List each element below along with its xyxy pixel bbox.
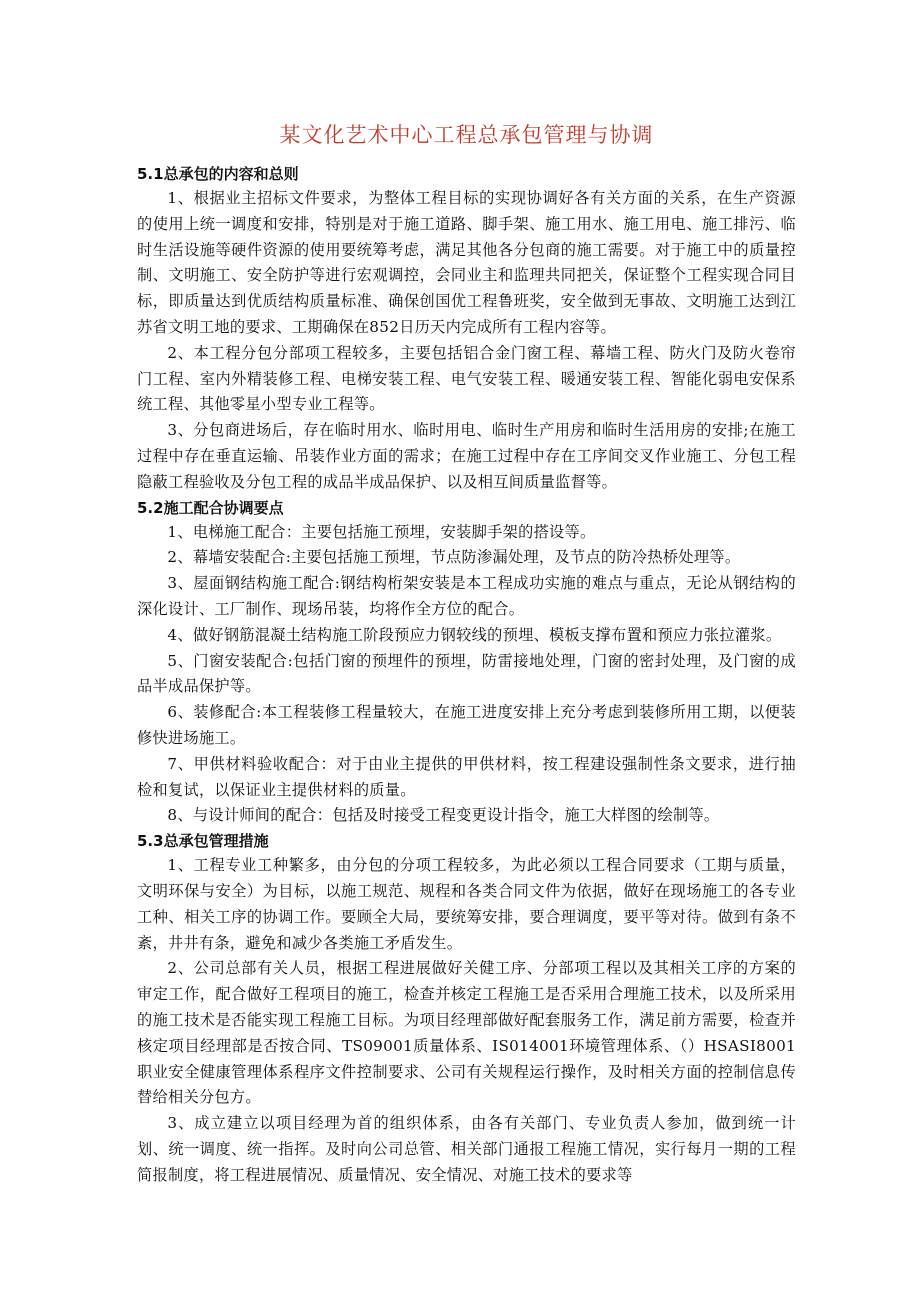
paragraph: 1、电梯施工配合：主要包括施工预埋，安装脚手架的搭设等。 [167, 522, 596, 541]
paragraph: 6、装修配合:本工程装修工程量较大，在施工进度安排上充分考虑到装修所用工期，以便装修快进场施工。 [137, 703, 796, 747]
section-heading: 5.1总承包的内容和总则 [137, 165, 299, 183]
paragraph: 7、甲供材料验收配合：对于由业主提供的甲供材料，按工程建设强制性条文要求，进行抽检和复试，以保证业主提供材料的质量。 [137, 754, 796, 799]
section-5-1 [137, 162, 796, 496]
paragraph: 1、工程专业工种繁多，由分包的分项工程较多，为此必须以工程合同要求（工期与质量，文明环保与安全）为目标，以施工规范、规程和各类合同文件为依据，做好在现场施工的各专业工种、相关工序的协调工作。要顾全大局，要统筹安排，要合理调度，要平等对待。做到有条不紊，井井有条，避免和减少各类施工矛盾发生。 [137, 856, 796, 952]
section-heading: 5.2施工配合协调要点 [137, 498, 284, 517]
section-heading: 5.3总承包管理措施 [137, 832, 269, 851]
paragraph: 1、根据业主招标文件要求，为整体工程目标的实现协调好各有关方面的关系，在生产资源的使用上统一调度和安排，特别是对于施工道路、脚手架、施工用水、施工用电、施工排污、临时生活设施等硬件资源的使用要统筹考虑，满足其他各分包商的施工需要。对于施工中的质量控制、文明施工、安全防护等进行宏观调控，会同业主和监理共同把关，保证整个工程实现合同目标，即质量达到优质结构质量标准、确保创国优工程鲁班奖，安全做到无事故、文明施工达到江苏省文明工地的要求、工期确保在852日历天内完成所有工程内容等。 [137, 189, 796, 336]
paragraph: 3、分包商进场后，存在临时用水、临时用电、临时生产用房和临时生活用房的安排;在施工过程中存在垂直运输、吊装作业方面的需求；在施工过程中存在工序间交叉作业施工、分包工程隐蔽工程验收及分包工程的成品半成品保护、以及相互间质量监督等。 [137, 421, 796, 491]
section-5-3 [137, 829, 796, 1188]
section-5-2 [137, 496, 796, 830]
paragraph: 2、本工程分包分部项工程较多，主要包括铝合金门窗工程、幕墙工程、防火门及防火卷帘门工程、室内外精装修工程、电梯安装工程、电气安装工程、暖通安装工程、智能化弱电安保系统工程、其他零星小型专业工程等。 [137, 343, 796, 414]
paragraph: 3、屋面钢结构施工配合:钢结构桁架安装是本工程成功实施的难点与重点，无论从钢结构的深化设计、工厂制作、现场吊装，均将作全方位的配合。 [137, 574, 796, 618]
document-title: 某文化艺术中心工程总承包管理与协调 [279, 123, 654, 147]
paragraph: 2、公司总部有关人员，根据工程进展做好关健工序、分部项工程以及其相关工序的方案的审定工作，配合做好工程项目的施工，检查并核定工程施工是否采用合理施工技术，以及所采用的施工技术是否能实现工程施工目标。为项目经理部做好配套服务工作，满足前方需要，检查并核定项目经理部是否按合同、TS09001质量体系、IS014001环境管理体系、（）HSASI8001职业安全健康管理体系程序文件控制要求、公司有关规程运行操作，及时相关方面的控制信息传替给相关分包方。 [137, 959, 796, 1107]
paragraph: 4、做好钢筋混凝土结构施工阶段预应力钢较线的预埋、模板支撑布置和预应力张拉灌浆。 [167, 625, 782, 644]
paragraph: 8、与设计师间的配合：包括及时接受工程变更设计指令，施工大样图的绘制等。 [167, 806, 720, 825]
paragraph: 5、门窗安装配合:包括门窗的预埋件的预埋，防雷接地处理，门窗的密封处理，及门窗的成品半成品保护等。 [137, 651, 796, 696]
paragraph: 3、成立建立以项目经理为首的组织体系，由各有关部门、专业负责人参加，做到统一计划、统一调度、统一指挥。及时向公司总管、相关部门通报工程施工情况，实行每月一期的工程简报制度，将工程进展情况、质量情况、安全情况、对施工技术的要求等 [137, 1114, 796, 1184]
paragraph: 2、幕墙安装配合:主要包括施工预埋，节点防渗漏处理，及节点的防冷热桥处理等。 [167, 548, 741, 567]
